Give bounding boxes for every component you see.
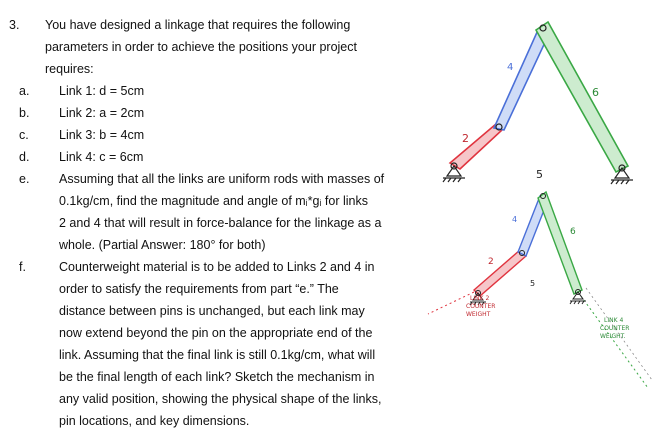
- note-link2-counterweight: LINK 2 COUNTER WEIGHT: [466, 295, 496, 318]
- item-line: Assuming that all the links are uniform rods with masses of: [59, 172, 385, 186]
- item-d: d. Link 4: c = 6cm: [9, 146, 419, 168]
- top-link3: [494, 30, 548, 130]
- item-line: be the final length of each link? Sketch the mechanism in: [59, 370, 375, 384]
- bottom-link4: [538, 192, 582, 294]
- intro-line: parameters in order to achieve the positions your project: [45, 40, 357, 54]
- item-line: whole. (Partial Answer: 180° for both): [59, 238, 266, 252]
- item-line: Counterweight material is to be added to Links 2 and 4 in: [59, 260, 375, 274]
- top-label-link4: 6: [592, 86, 599, 99]
- item-line: Link 4: c = 6cm: [59, 150, 144, 164]
- item-line: order to satisfy the requirements from part “e.” The: [59, 282, 339, 296]
- bottom-ground-right: [570, 292, 586, 304]
- bottom-label-ground: 5: [530, 279, 536, 288]
- item-e: e. Assuming that all the links are uniform rods with masses of 0.1kg/cm, find the magnitude and angle of mᵢ*gᵢ for links 2 and 4 that will result in force-balance for the linkage as a whole. (Partial Answer: 180° for both): [9, 168, 419, 256]
- item-c: c. Link 3: b = 4cm: [9, 124, 419, 146]
- item-line: Link 3: b = 4cm: [59, 128, 145, 142]
- top-label-link3: 4: [507, 62, 514, 73]
- problem-number: 3.: [9, 18, 20, 32]
- item-line: now extend beyond the pin on the appropriate end of the: [59, 326, 373, 340]
- item-line: distance between pins is unchanged, but each link may: [59, 304, 365, 318]
- item-line: pin locations, and key dimensions.: [59, 414, 250, 428]
- item-line: 0.1kg/cm, find the magnitude and angle of mᵢ*gᵢ for links: [59, 194, 368, 208]
- top-link4: [536, 22, 628, 172]
- item-line: Link 2: a = 2cm: [59, 106, 145, 120]
- bottom-label-link2: 2: [488, 257, 494, 267]
- bottom-label-link4: 6: [570, 227, 576, 237]
- bottom-link2: [474, 250, 526, 296]
- bottom-label-link3: 4: [512, 215, 518, 224]
- intro-line: requires:: [45, 62, 94, 76]
- top-label-ground: 5: [536, 168, 543, 181]
- note-link4-counterweight: LINK 4 COUNTER WEIGHT.: [600, 317, 630, 340]
- item-line: Link 1: d = 5cm: [59, 84, 145, 98]
- bottom-link4-extension: [578, 292, 648, 388]
- item-line: link. Assuming that the final link is still 0.1kg/cm, what will: [59, 348, 376, 362]
- item-a: a. Link 1: d = 5cm: [9, 80, 419, 102]
- top-link2: [450, 124, 502, 169]
- item-line: 2 and 4 that will result in force-balance for the linkage as a: [59, 216, 382, 230]
- item-b: b. Link 2: a = 2cm: [9, 102, 419, 124]
- sketch-top: [443, 22, 633, 184]
- item-f: f. Counterweight material is to be added to Links 2 and 4 in order to satisfy the requirements from part “e.” The distance between pins is unchanged, but each link may now extend beyond the pin on the appropriate end of the link. Assuming that the final link is still 0.1kg/cm, what will be the final length of each link? Sketch the mechanism in any valid position, showing the physical shape of the links, pin locations, and key dimensions.: [9, 256, 419, 432]
- item-line: any valid position, showing the physical shape of the links,: [59, 392, 382, 406]
- top-label-link2: 2: [462, 132, 469, 145]
- intro-line: You have designed a linkage that requires the following: [45, 18, 351, 32]
- sketch-bottom: [428, 192, 652, 388]
